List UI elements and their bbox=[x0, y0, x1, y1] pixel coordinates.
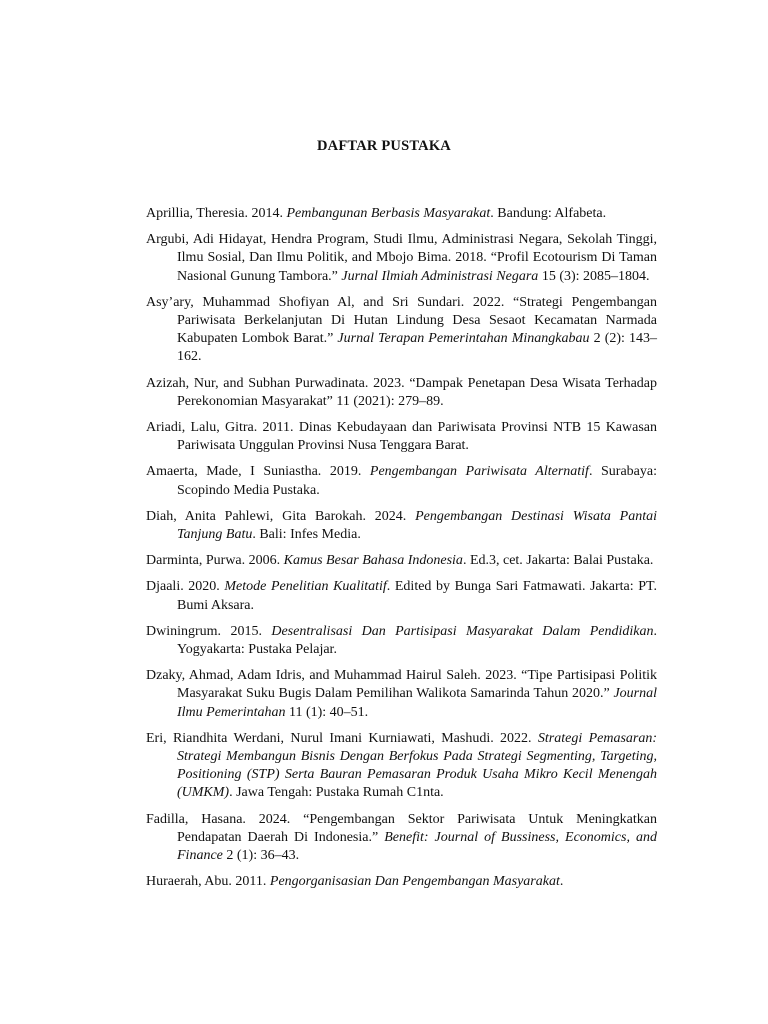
reference-text: . Bandung: Alfabeta. bbox=[490, 206, 607, 221]
reference-entry bbox=[146, 578, 657, 614]
reference-text: Eri, Riandhita Werdani, Nurul Imani Kurniawati, Mashudi. 2022. bbox=[146, 730, 538, 746]
reference-title-italic: Benefit: Journal of Bussiness, Economics, and Finance bbox=[177, 829, 657, 864]
reference-entry bbox=[146, 205, 657, 223]
reference-list bbox=[146, 205, 657, 900]
reference-text: Amaerta, Made, I Suniastha. 2019. bbox=[146, 464, 370, 480]
reference-text: Fadilla, Hasana. 2024. “Pengembangan Sektor Pariwisata Untuk Meningkatkan Pendapatan Daerah Di Indonesia.” bbox=[146, 811, 657, 845]
reference-title-italic: Journal Ilmu Pemerintahan bbox=[177, 686, 657, 720]
reference-title-italic: Pembangunan Berbasis Masyarakat bbox=[286, 206, 491, 221]
reference-title-italic: Strategi Pemasaran: Strategi Membangun Bisnis Dengan Berfokus Pada Strategi Segmenting, Targeting, Positioning (STP) Serta Bauran Pemasaran Produk Usaha Mikro Kecil Menengah (UMKM) bbox=[177, 730, 657, 801]
reference-text: . Yogyakarta: Pustaka Pelajar. bbox=[177, 623, 657, 658]
reference-title-italic: Metode Penelitian Kualitatif bbox=[224, 579, 387, 595]
reference-text: . Bali: Infes Media. bbox=[252, 527, 361, 543]
reference-title-italic: Pengorganisasian Dan Pengembangan Masyarakat bbox=[269, 874, 560, 890]
reference-text: Argubi, Adi Hidayat, Hendra Program, Studi Ilmu, Administrasi Negara, Sekolah Tinggi, Ilmu Sosial, Dan Ilmu Politik, and Mbojo Bima. 2018. “Profil Ecotourism Di Taman Nasional Gunung Tambora.” bbox=[146, 232, 657, 284]
reference-text: 2 (2): 143–162. bbox=[177, 331, 657, 365]
reference-text: Dwiningrum. 2015. bbox=[146, 623, 272, 639]
reference-entry bbox=[146, 419, 657, 455]
reference-entry bbox=[146, 623, 657, 659]
reference-text: Dzaky, Ahmad, Adam Idris, and Muhammad Hairul Saleh. 2023. “Tipe Partisipasi Politik Masyarakat Suku Bugis Dalam Pemilihan Walikota Samarinda Tahun 2020.” bbox=[146, 668, 657, 702]
reference-text: Ariadi, Lalu, Gitra. 2011. Dinas Kebudayaan dan Pariwisata Provinsi NTB 15 Kawasan Pariwisata Unggulan Provinsi Nusa Tenggara Barat. bbox=[146, 420, 657, 454]
reference-text: . bbox=[559, 874, 564, 890]
reference-text: 2 (1): 36–43. bbox=[222, 848, 300, 864]
reference-text: . Surabaya: Scopindo Media Pustaka. bbox=[177, 464, 657, 498]
reference-text: Darminta, Purwa. 2006. bbox=[146, 553, 284, 569]
reference-entry bbox=[146, 873, 657, 891]
reference-text: Djaali. 2020. bbox=[146, 579, 225, 595]
reference-text: . Jawa Tengah: Pustaka Rumah C1nta. bbox=[229, 785, 444, 801]
reference-entry bbox=[146, 508, 657, 544]
page-title: DAFTAR PUSTAKA bbox=[317, 138, 451, 154]
reference-entry bbox=[146, 552, 657, 570]
reference-entry bbox=[146, 667, 657, 722]
reference-text: . Ed.3, cet. Jakarta: Balai Pustaka. bbox=[462, 553, 654, 569]
reference-text: Asy’ary, Muhammad Shofiyan Al, and Sri Sundari. 2022. “Strategi Pengembangan Pariwisata Berkelanjutan Di Hutan Lindung Desa Sesaot Kecamatan Narmada Kabupaten Lombok Barat.” bbox=[146, 294, 657, 347]
reference-title-italic: Pengembangan Pariwisata Alternatif bbox=[369, 464, 589, 480]
reference-text: Diah, Anita Pahlewi, Gita Barokah. 2024. bbox=[146, 508, 416, 524]
reference-entry bbox=[146, 730, 657, 803]
reference-text: 15 (3): 2085–1804. bbox=[538, 268, 650, 284]
reference-entry bbox=[146, 811, 657, 866]
reference-text: . Edited by Bunga Sari Fatmawati. Jakarta: PT. Bumi Aksara. bbox=[177, 579, 657, 613]
reference-title-italic: Jurnal Ilmiah Administrasi Negara bbox=[341, 268, 539, 284]
reference-entry bbox=[146, 375, 657, 411]
reference-title-italic: Kamus Besar Bahasa Indonesia bbox=[283, 553, 463, 569]
reference-title-italic: Desentralisasi Dan Partisipasi Masyarakat Dalam Pendidikan bbox=[271, 623, 654, 639]
reference-text: Azizah, Nur, and Subhan Purwadinata. 2023. “Dampak Penetapan Desa Wisata Terhadap Perekonomian Masyarakat” 11 (2021): 279–89. bbox=[146, 375, 657, 409]
reference-entry bbox=[146, 463, 657, 499]
reference-title-italic: Jurnal Terapan Pemerintahan Minangkabau bbox=[337, 331, 590, 347]
reference-entry bbox=[146, 294, 657, 367]
reference-text: Huraerah, Abu. 2011. bbox=[146, 874, 270, 890]
reference-entry bbox=[146, 231, 657, 286]
reference-text: 11 (1): 40–51. bbox=[285, 704, 369, 720]
reference-title-italic: Pengembangan Destinasi Wisata Pantai Tanjung Batu bbox=[177, 508, 657, 543]
reference-text: Aprillia, Theresia. 2014. bbox=[146, 206, 287, 221]
